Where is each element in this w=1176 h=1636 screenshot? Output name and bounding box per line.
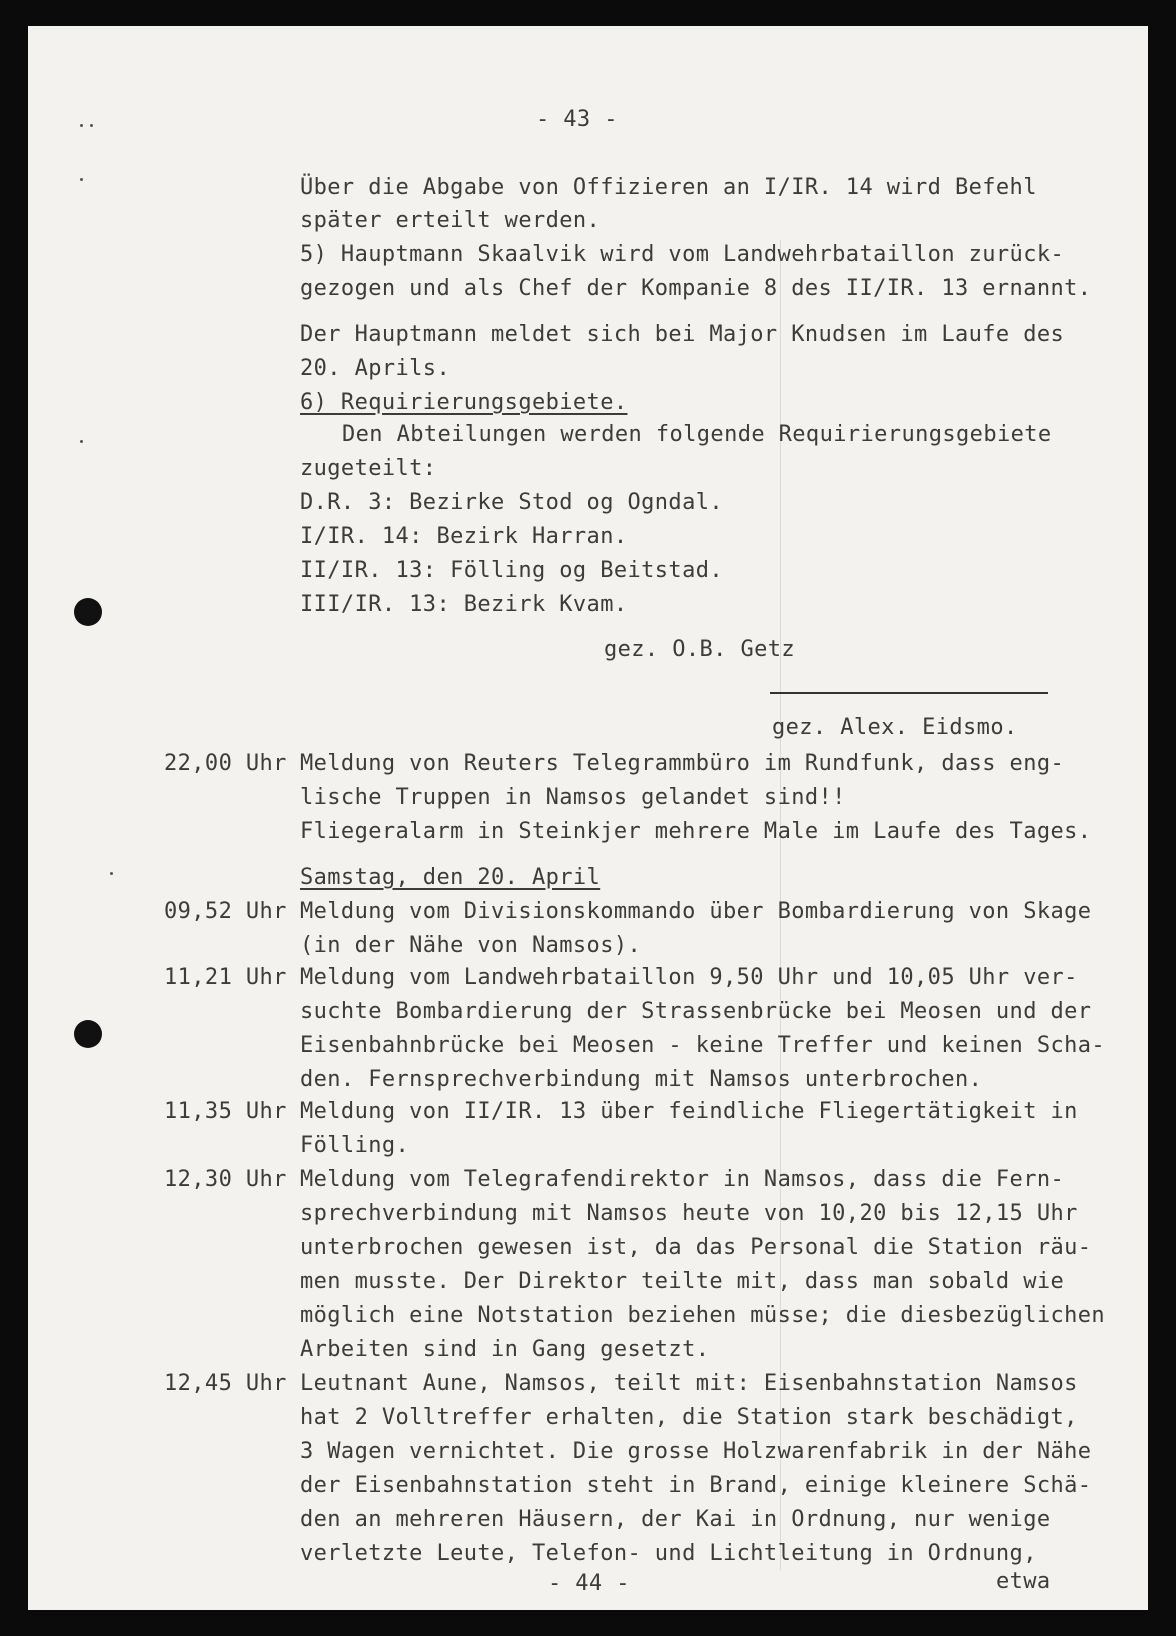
log-time: 22,00 Uhr <box>164 751 287 776</box>
speck <box>80 440 83 443</box>
log-line: Meldung von Reuters Telegrammbüro im Rundfunk, dass eng- <box>300 751 1065 776</box>
day-heading: Samstag, den 20. April <box>300 865 601 890</box>
log-line: verletzte Leute, Telefon- und Lichtleitung in Ordnung, <box>300 1541 1037 1566</box>
log-line: Fölling. <box>300 1133 410 1158</box>
page-number-bottom: - 44 - <box>548 1571 630 1596</box>
signature-getz: gez. O.B. Getz <box>604 637 796 662</box>
log-line: Meldung von II/IR. 13 über feindliche Fliegertätigkeit in <box>300 1099 1078 1124</box>
signature-eidsmo: gez. Alex. Eidsmo. <box>772 715 1018 740</box>
log-line: den an mehreren Häusern, der Kai in Ordnung, nur wenige <box>300 1507 1051 1532</box>
log-line: 3 Wagen vernichtet. Die grosse Holzwarenfabrik in der Nähe <box>300 1439 1092 1464</box>
body-line: später erteilt werden. <box>300 208 601 233</box>
speck <box>90 124 93 127</box>
body-line: zugeteilt: <box>300 456 437 481</box>
body-line: Den Abteilungen werden folgende Requirierungsgebiete <box>342 422 1052 447</box>
body-line: Über die Abgabe von Offizieren an I/IR. 14 wird Befehl <box>300 175 1037 200</box>
log-line: Fliegeralarm in Steinkjer mehrere Male im Laufe des Tages. <box>300 819 1092 844</box>
speck <box>80 124 83 127</box>
punch-hole-top <box>74 598 102 626</box>
body-line: 20. Aprils. <box>300 356 451 381</box>
log-line: hat 2 Volltreffer erhalten, die Station stark beschädigt, <box>300 1405 1078 1430</box>
log-time: 12,45 Uhr <box>164 1371 287 1396</box>
log-line: Arbeiten sind in Gang gesetzt. <box>300 1337 710 1362</box>
log-line: sprechverbindung mit Namsos heute von 10,20 bis 12,15 Uhr <box>300 1201 1078 1226</box>
log-line: Leutnant Aune, Namsos, teilt mit: Eisenbahnstation Namsos <box>300 1371 1078 1396</box>
punch-hole-bottom <box>74 1020 102 1048</box>
log-line: der Eisenbahnstation steht in Brand, einige kleinere Schä- <box>300 1473 1092 1498</box>
body-line: III/IR. 13: Bezirk Kvam. <box>300 592 628 617</box>
log-line: Meldung vom Divisionskommando über Bombardierung von Skage <box>300 899 1092 924</box>
log-time: 11,21 Uhr <box>164 965 287 990</box>
log-time: 09,52 Uhr <box>164 899 287 924</box>
speck <box>80 178 83 181</box>
signature-rule <box>770 692 1048 694</box>
log-line: den. Fernsprechverbindung mit Namsos unterbrochen. <box>300 1067 983 1092</box>
body-line: I/IR. 14: Bezirk Harran. <box>300 524 628 549</box>
body-line: D.R. 3: Bezirke Stod og Ogndal. <box>300 490 723 515</box>
log-line: Eisenbahnbrücke bei Meosen - keine Treffer und keinen Scha- <box>300 1033 1106 1058</box>
log-line: (in der Nähe von Namsos). <box>300 933 642 958</box>
log-line: möglich eine Notstation beziehen müsse; die diesbezüglichen <box>300 1303 1106 1328</box>
log-line: suchte Bombardierung der Strassenbrücke bei Meosen und der <box>300 999 1092 1024</box>
section-heading: 6) Requirierungsgebiete. <box>300 390 628 415</box>
speck <box>110 872 113 875</box>
body-line: 5) Hauptmann Skaalvik wird vom Landwehrbataillon zurück- <box>300 242 1065 267</box>
log-line: lische Truppen in Namsos gelandet sind!! <box>300 785 846 810</box>
body-line: gezogen und als Chef der Kompanie 8 des II/IR. 13 ernannt. <box>300 276 1092 301</box>
log-time: 12,30 Uhr <box>164 1167 287 1192</box>
log-time: 11,35 Uhr <box>164 1099 287 1124</box>
log-line: unterbrochen gewesen ist, da das Personal die Station räu- <box>300 1235 1092 1260</box>
body-line: Der Hauptmann meldet sich bei Major Knudsen im Laufe des <box>300 322 1065 347</box>
page-number-top: - 43 - <box>536 107 618 132</box>
catchword: etwa <box>996 1569 1051 1594</box>
log-line: men musste. Der Direktor teilte mit, dass man sobald wie <box>300 1269 1065 1294</box>
log-line: Meldung vom Landwehrbataillon 9,50 Uhr und 10,05 Uhr ver- <box>300 965 1078 990</box>
log-line: Meldung vom Telegrafendirektor in Namsos, dass die Fern- <box>300 1167 1065 1192</box>
body-line: II/IR. 13: Fölling og Beitstad. <box>300 558 723 583</box>
